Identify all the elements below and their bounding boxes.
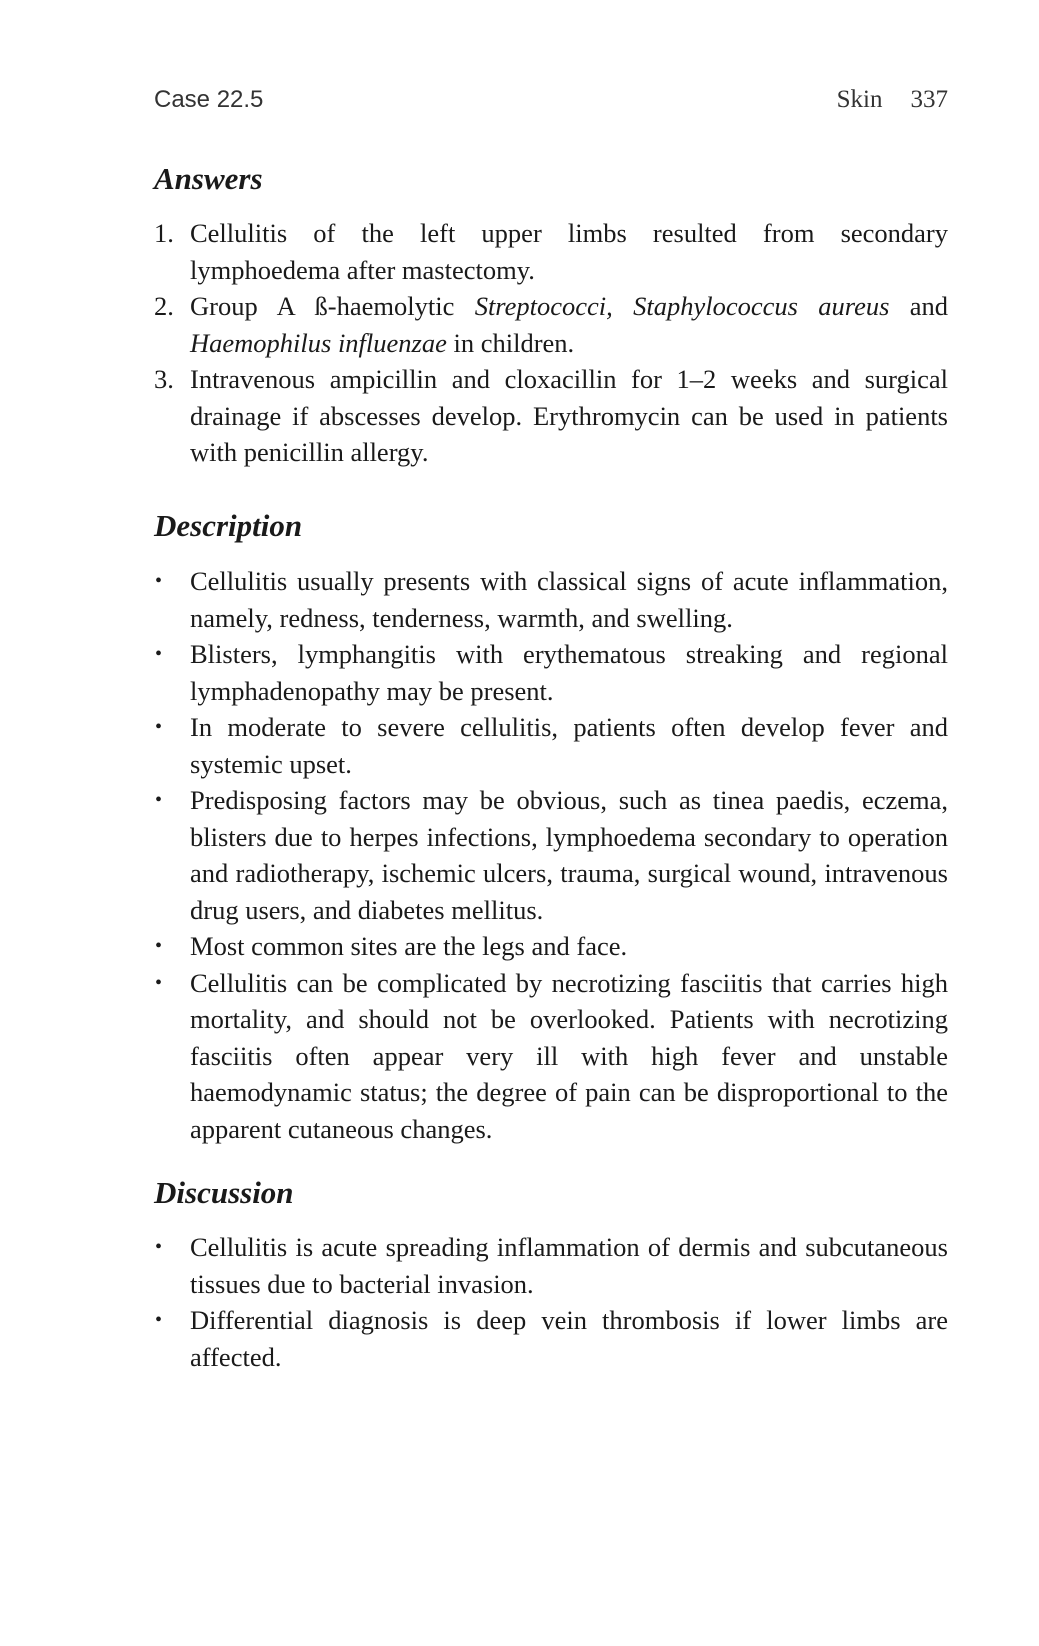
bullet-marker: • [155,935,163,957]
discussion-item [154,1302,948,1375]
description-text: Cellulitis usually presents with classical signs of acute inflammation, namely, redness, tenderness, warmth, and swelling. [190,566,948,633]
discussion-text: Cellulitis is acute spreading inflammation of dermis and subcutaneous tissues due to bacterial invasion. [190,1232,948,1299]
answer-text-segment: Group A ß-haemolytic [190,291,475,321]
description-heading: Description [154,508,303,543]
description-list [154,563,948,1147]
description-text: Predisposing factors may be obvious, such as tinea paedis, eczema, blisters due to herpes infections, lymphoedema secondary to operation and radiotherapy, ischemic ulcers, trauma, surgical wound, intravenous drug users, and diabetes mellitus. [190,785,948,925]
answer-text-segment: and [889,291,948,321]
bullet-marker: • [155,716,163,738]
bullet-marker: • [155,570,163,592]
answer-number: 2. [154,291,174,321]
answer-number: 1. [154,218,174,248]
bullet-marker: • [155,1309,163,1331]
answer-item [154,288,948,361]
description-item [154,928,948,965]
case-label: Case 22.5 [154,86,264,113]
description-item [154,709,948,782]
bullet-marker: • [155,643,163,665]
description-text: In moderate to severe cellulitis, patients often develop fever and systemic upset. [190,712,948,779]
answer-text: Intravenous ampicillin and cloxacillin for 1–2 weeks and surgical drainage if abscesses develop. Erythromycin can be used in patients with penicillin allergy. [190,364,948,467]
answer-text: Cellulitis of the left upper limbs resulted from secondary lymphoedema after mastectomy. [190,218,948,285]
description-text: Blisters, lymphangitis with erythematous streaking and regional lymphadenopathy may be present. [190,639,948,706]
discussion-text: Differential diagnosis is deep vein thrombosis if lower limbs are affected. [190,1305,948,1372]
answer-text-segment: in children. [446,327,575,358]
running-head [154,86,948,120]
bullet-marker: • [155,1236,163,1258]
discussion-list [154,1229,948,1375]
description-item [154,782,948,928]
discussion-item [154,1229,948,1302]
description-text: Most common sites are the legs and face. [190,931,628,961]
answers-heading: Answers [154,161,263,196]
answer-number: 3. [154,364,174,394]
description-item [154,965,948,1148]
bullet-marker: • [155,789,163,811]
organism-names-italic: Streptococci, Staphylococcus aureus [474,291,890,321]
bullet-marker: • [155,971,163,994]
page-number: 337 [910,86,948,113]
answer-item [154,361,948,471]
section-label: Skin [836,86,883,113]
description-text: Cellulitis can be complicated by necrotizing fasciitis that carries high mortality, and should not be overlooked. Patients with necrotizing fasciitis often appear very ill with high fever and unstable haemodynamic status; the degree of pain can be disproportional to the apparent cutaneous changes. [190,967,948,1144]
description-item [154,563,948,636]
running-head-right [837,86,948,114]
discussion-heading: Discussion [154,1175,294,1210]
organism-name-italic: Haemophilus influenzae [190,327,447,358]
answers-list [154,215,948,471]
description-item [154,636,948,709]
answer-item [154,215,948,288]
